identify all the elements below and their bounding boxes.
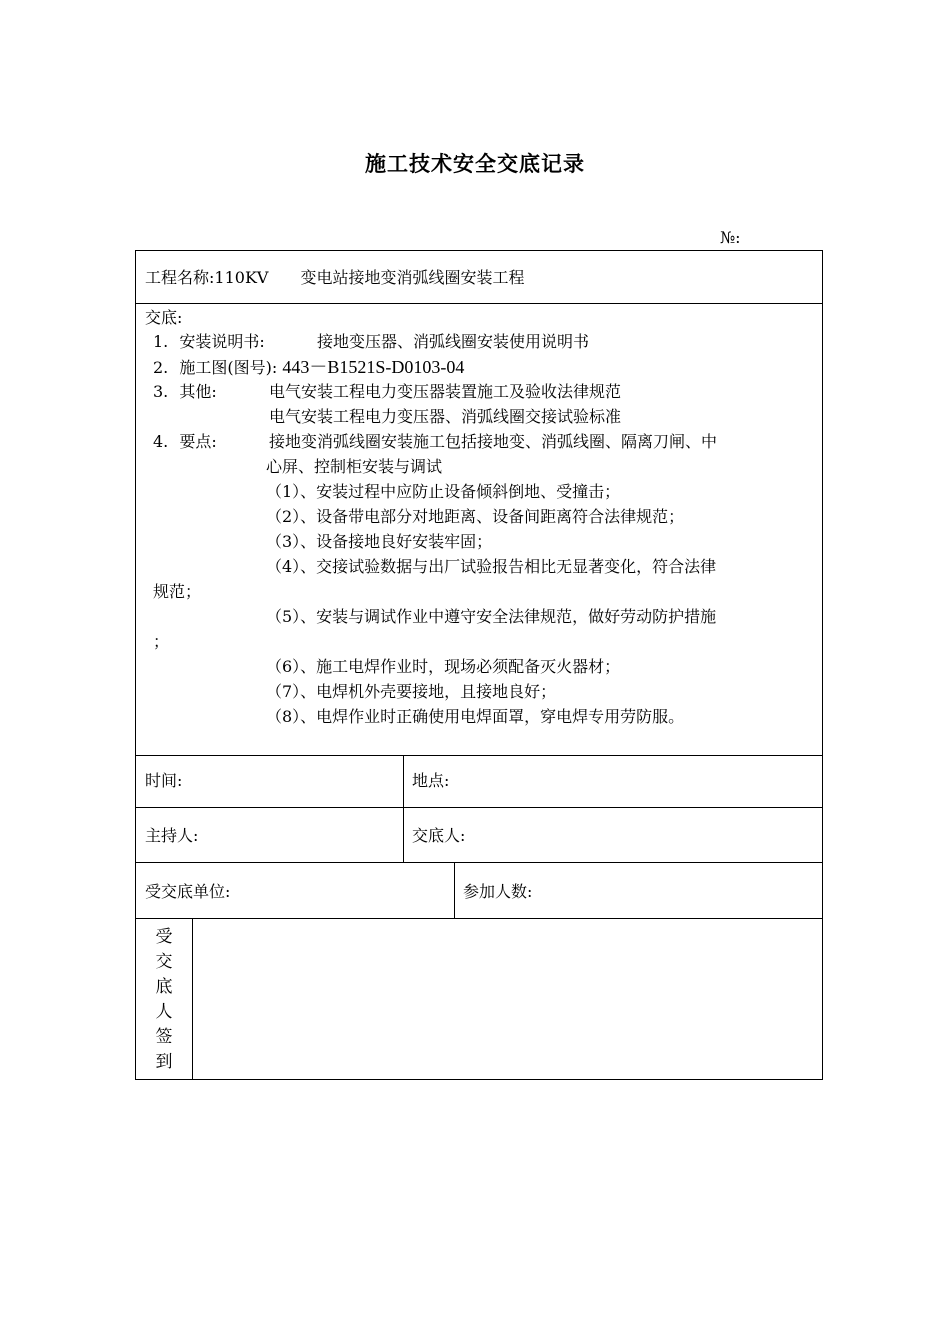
signature-label-char: 底 — [155, 977, 173, 997]
signature-label-char: 受 — [155, 927, 173, 947]
item-label: 要点: — [179, 432, 217, 451]
signature-area[interactable] — [193, 919, 822, 1079]
divider — [454, 862, 455, 918]
item-label: 施工图(图号): — [179, 358, 278, 377]
signature-label-char: 签 — [155, 1027, 173, 1047]
item-label: 其他: — [179, 382, 217, 401]
project-name-value: 110KV 变电站接地变消弧线圈安装工程 — [214, 268, 525, 287]
time-field-label: 时间: — [145, 771, 183, 790]
discloser-field-label: 交底人: — [412, 826, 466, 845]
signature-label-char: 人 — [155, 1002, 173, 1022]
place-field-label: 地点: — [412, 771, 450, 790]
divider — [136, 862, 822, 863]
project-name-label: 工程名称: — [145, 268, 215, 287]
key-point: （1）、安装过程中应防止设备倾斜倒地、受撞击； — [266, 482, 621, 501]
divider — [136, 303, 822, 304]
key-points-intro-cont: 心屏、控制柜安装与调试 — [266, 457, 443, 476]
standard-line: 电气安装工程电力变压器装置施工及验收法律规范 — [269, 382, 622, 401]
disclosure-form-table — [135, 250, 823, 1080]
key-point-cont: ； — [153, 632, 170, 651]
disclosure-heading: 交底: — [145, 308, 183, 327]
disclosure-item-1 — [153, 330, 265, 354]
disclosure-item-4 — [153, 430, 217, 454]
project-name-row — [145, 267, 524, 289]
signature-label-char: 交 — [155, 952, 173, 972]
drawing-number-value: 443－B1521S-D0103-04 — [282, 357, 465, 377]
disclosure-item-2 — [153, 355, 464, 380]
key-point-cont: 规范； — [153, 582, 202, 601]
item-number: 3. — [153, 382, 169, 401]
item-number: 2. — [153, 358, 169, 377]
divider — [403, 755, 404, 862]
participants-field-label: 参加人数: — [463, 882, 533, 901]
standard-line: 电气安装工程电力变压器、消弧线圈交接试验标准 — [269, 407, 622, 426]
signature-label-char: 到 — [155, 1052, 173, 1072]
key-point: （4）、交接试验数据与出厂试验报告相比无显著变化，符合法律 — [266, 557, 717, 576]
page-title: 施工技术安全交底记录 — [365, 151, 585, 176]
item-number: 1. — [153, 332, 169, 351]
host-field-label: 主持人: — [145, 826, 199, 845]
key-point: （3）、设备接地良好安装牢固； — [266, 532, 493, 551]
key-point: （5）、安装与调试作业中遵守安全法律规范，做好劳动防护措施 — [266, 607, 717, 626]
divider — [136, 755, 822, 756]
item-number: 4. — [153, 432, 169, 451]
divider — [136, 807, 822, 808]
receiving-unit-field-label: 受交底单位: — [145, 882, 231, 901]
item-label: 安装说明书: — [179, 332, 265, 351]
document-number-label: №: — [720, 228, 741, 247]
key-point: （7）、电焊机外壳要接地，且接地良好； — [266, 682, 557, 701]
key-point: （8）、电焊作业时正确使用电焊面罩，穿电焊专用劳防服。 — [266, 707, 685, 726]
disclosure-item-3 — [153, 380, 217, 404]
key-points-intro: 接地变消弧线圈安装施工包括接地变、消弧线圈、隔离刀闸、中 — [269, 432, 718, 451]
key-point: （2）、设备带电部分对地距离、设备间距离符合法律规范； — [266, 507, 685, 526]
installation-manual-value: 接地变压器、消弧线圈安装使用说明书 — [317, 332, 590, 351]
key-point: （6）、施工电焊作业时，现场必须配备灭火器材； — [266, 657, 621, 676]
